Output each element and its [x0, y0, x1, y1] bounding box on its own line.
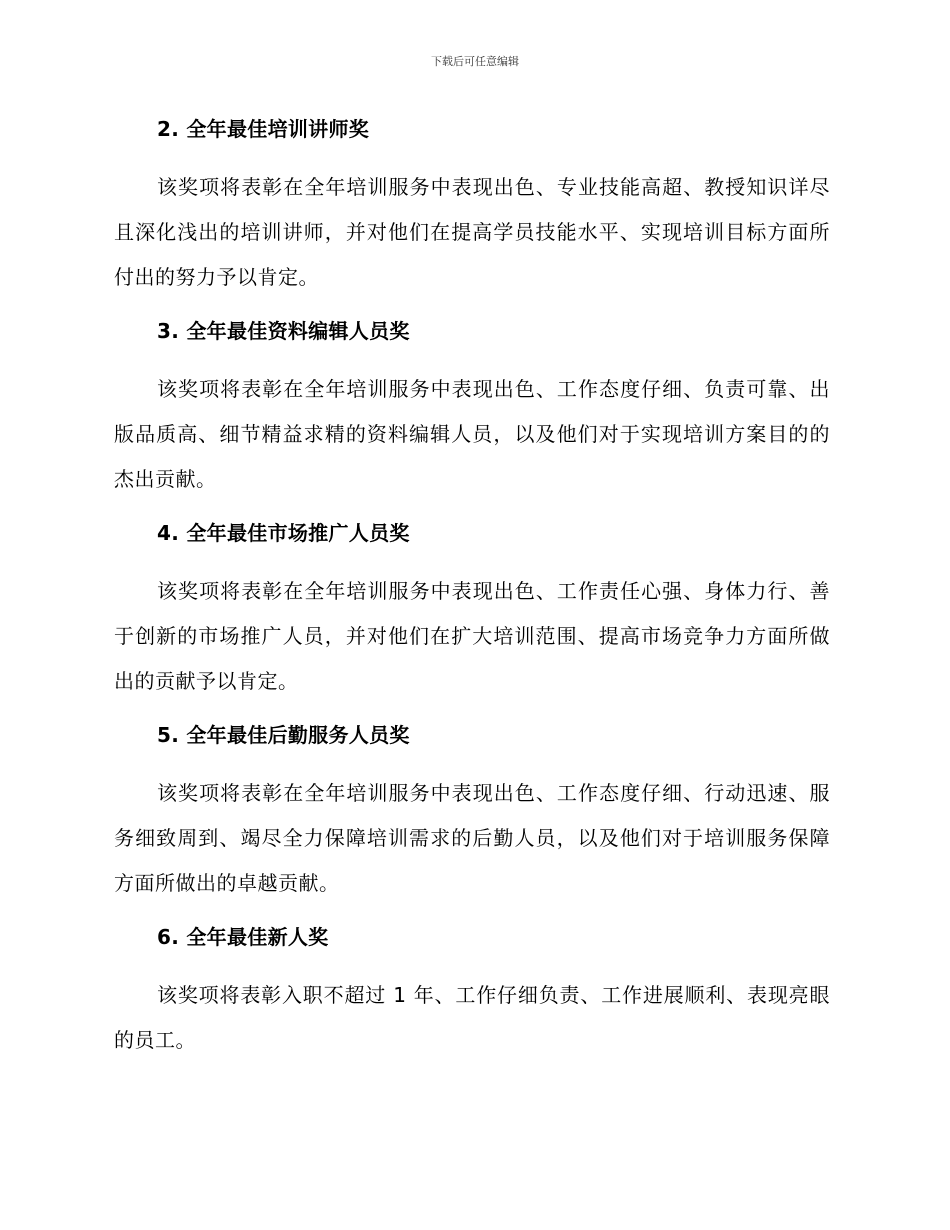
section-paragraph: 该奖项将表彰在全年培训服务中表现出色、专业技能高超、教授知识详尽且深化浅出的培训讲师，并对他们在提高学员技能水平、实现培训目标方面所付出的努力予以肯定。: [114, 175, 830, 289]
section-paragraph: 该奖项将表彰在全年培训服务中表现出色、工作责任心强、身体力行、善于创新的市场推广人员，并对他们在扩大培训范围、提高市场竞争力方面所做出的贡献予以肯定。: [114, 579, 830, 693]
award-section-best-trainer: [114, 113, 830, 300]
award-section-best-editor: [114, 315, 830, 502]
award-section-best-logistics: [114, 719, 830, 906]
award-section-best-marketing: [114, 517, 830, 704]
section-paragraph: 该奖项将表彰在全年培训服务中表现出色、工作态度仔细、行动迅速、服务细致周到、竭尽全力保障培训需求的后勤人员，以及他们对于培训服务保障方面所做出的卓越贡献。: [114, 781, 830, 895]
document-content: [114, 113, 830, 1078]
award-section-best-newcomer: [114, 921, 830, 1063]
page-header: 下载后可任意编辑: [431, 55, 519, 68]
section-heading: 4. 全年最佳市场推广人员奖: [157, 521, 410, 545]
section-paragraph: 该奖项将表彰入职不超过 1 年、工作仔细负责、工作进展顺利、表现亮眼的员工。: [114, 983, 830, 1052]
section-heading: 2. 全年最佳培训讲师奖: [157, 117, 370, 141]
section-paragraph: 该奖项将表彰在全年培训服务中表现出色、工作态度仔细、负责可靠、出版品质高、细节精益求精的资料编辑人员，以及他们对于实现培训方案目的的杰出贡献。: [114, 377, 830, 491]
section-heading: 5. 全年最佳后勤服务人员奖: [157, 723, 410, 747]
section-heading: 6. 全年最佳新人奖: [157, 925, 329, 949]
section-heading: 3. 全年最佳资料编辑人员奖: [157, 319, 410, 343]
